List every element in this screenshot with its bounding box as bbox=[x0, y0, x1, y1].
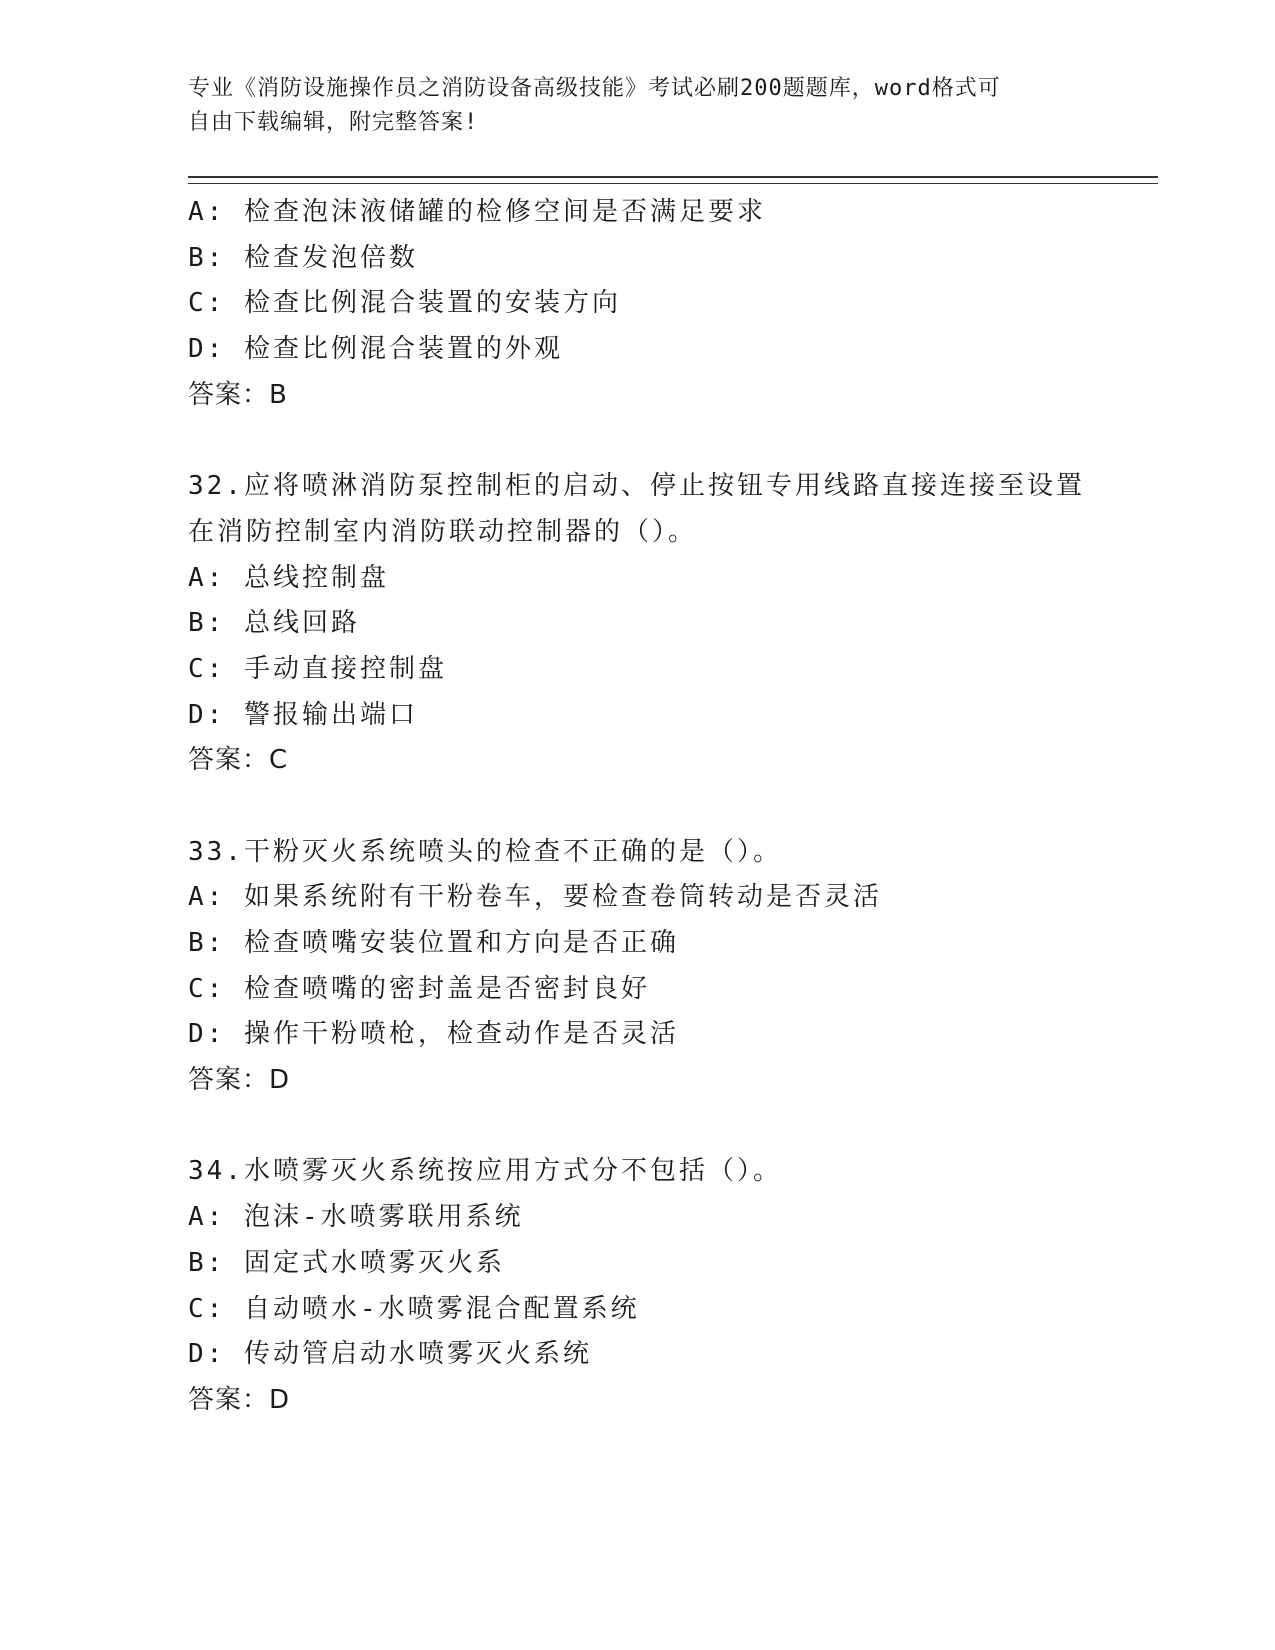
question-31 bbox=[188, 190, 1168, 418]
question-list bbox=[188, 190, 1168, 1424]
document-header bbox=[188, 72, 1088, 140]
option-a: A: 泡沫-水喷雾联用系统 bbox=[188, 1202, 524, 1233]
answer: 答案：D bbox=[188, 1384, 291, 1415]
option-a: A: 如果系统附有干粉卷车，要检查卷筒转动是否灵活 bbox=[188, 882, 882, 913]
answer: 答案：C bbox=[188, 745, 289, 776]
option-c: C: 手动直接控制盘 bbox=[188, 653, 447, 684]
option-b: B: 检查发泡倍数 bbox=[188, 242, 418, 273]
option-d: D: 检查比例混合装置的外观 bbox=[188, 334, 563, 365]
question-stem-continued: 在消防控制室内消防联动控制器的（）。 bbox=[188, 516, 698, 547]
spacer bbox=[188, 1104, 1168, 1150]
option-d: D: 操作干粉喷枪，检查动作是否灵活 bbox=[188, 1019, 679, 1050]
header-line-2: 自由下载编辑，附完整答案! bbox=[188, 110, 479, 135]
answer: 答案：D bbox=[188, 1065, 291, 1096]
question-stem: 34.水喷雾灭火系统按应用方式分不包括（）。 bbox=[188, 1156, 782, 1187]
option-b: B: 检查喷嘴安装位置和方向是否正确 bbox=[188, 928, 679, 958]
answer: 答案：B bbox=[188, 379, 288, 410]
spacer bbox=[188, 418, 1168, 464]
option-c: C: 检查比例混合装置的安装方向 bbox=[188, 288, 621, 319]
option-b: B: 固定式水喷雾灭火系 bbox=[188, 1247, 505, 1278]
question-32 bbox=[188, 464, 1168, 784]
option-a: A: 总线控制盘 bbox=[188, 562, 389, 593]
question-stem: 32.应将喷淋消防泵控制柜的启动、停止按钮专用线路直接连接至设置 bbox=[188, 471, 1085, 502]
option-c: C: 自动喷水-水喷雾混合配置系统 bbox=[188, 1293, 640, 1324]
spacer bbox=[188, 784, 1168, 830]
option-a: A: 检查泡沫液储罐的检修空间是否满足要求 bbox=[188, 197, 766, 227]
option-d: D: 传动管启动水喷雾灭火系统 bbox=[188, 1339, 592, 1370]
question-33 bbox=[188, 830, 1168, 1104]
header-divider bbox=[188, 176, 1158, 184]
header-line-1: 专业《消防设施操作员之消防设备高级技能》考试必刷200题题库，word格式可 bbox=[188, 76, 1001, 101]
question-34 bbox=[188, 1149, 1168, 1423]
option-c: C: 检查喷嘴的密封盖是否密封良好 bbox=[188, 973, 650, 1004]
question-stem: 33.干粉灭火系统喷头的检查不正确的是（）。 bbox=[188, 836, 782, 867]
option-d: D: 警报输出端口 bbox=[188, 699, 418, 730]
option-b: B: 总线回路 bbox=[188, 608, 360, 639]
